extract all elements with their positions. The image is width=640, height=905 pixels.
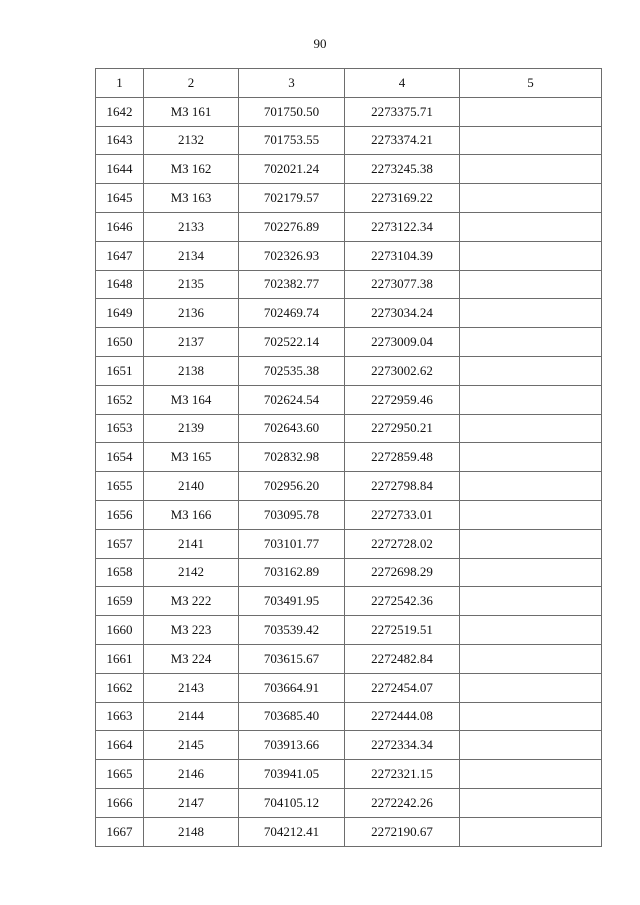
x-coordinate-cell: 702179.57 (239, 184, 345, 213)
x-coordinate-cell: 703941.05 (239, 760, 345, 789)
y-coordinate-cell: 2272454.07 (345, 673, 460, 702)
point-number-cell: 1660 (96, 616, 144, 645)
x-coordinate-cell: 702276.89 (239, 212, 345, 241)
point-number-cell: 1644 (96, 155, 144, 184)
point-number-cell: 1650 (96, 328, 144, 357)
y-coordinate-cell: 2272519.51 (345, 616, 460, 645)
mark-id-cell: 2140 (144, 472, 239, 501)
point-number-cell: 1643 (96, 126, 144, 155)
mark-id-cell: 2135 (144, 270, 239, 299)
mark-id-cell: МЗ 162 (144, 155, 239, 184)
note-cell (460, 241, 602, 270)
table-row (96, 817, 602, 846)
point-number-cell: 1661 (96, 644, 144, 673)
mark-id-cell: 2142 (144, 558, 239, 587)
table-row (96, 385, 602, 414)
x-coordinate-cell: 703095.78 (239, 500, 345, 529)
note-cell (460, 155, 602, 184)
table-row (96, 126, 602, 155)
note-cell (460, 126, 602, 155)
column-header-4: 4 (345, 69, 460, 98)
y-coordinate-cell: 2272242.26 (345, 788, 460, 817)
table-row (96, 212, 602, 241)
column-header-1: 1 (96, 69, 144, 98)
x-coordinate-cell: 702522.14 (239, 328, 345, 357)
mark-id-cell: 2145 (144, 731, 239, 760)
note-cell (460, 673, 602, 702)
x-coordinate-cell: 702535.38 (239, 356, 345, 385)
mark-id-cell: 2147 (144, 788, 239, 817)
x-coordinate-cell: 702956.20 (239, 472, 345, 501)
x-coordinate-cell: 702326.93 (239, 241, 345, 270)
point-number-cell: 1655 (96, 472, 144, 501)
mark-id-cell: 2137 (144, 328, 239, 357)
point-number-cell: 1649 (96, 299, 144, 328)
note-cell (460, 212, 602, 241)
x-coordinate-cell: 704212.41 (239, 817, 345, 846)
note-cell (460, 731, 602, 760)
y-coordinate-cell: 2273122.34 (345, 212, 460, 241)
point-number-cell: 1665 (96, 760, 144, 789)
note-cell (460, 817, 602, 846)
mark-id-cell: МЗ 224 (144, 644, 239, 673)
y-coordinate-cell: 2272728.02 (345, 529, 460, 558)
note-cell (460, 760, 602, 789)
mark-id-cell: 2136 (144, 299, 239, 328)
note-cell (460, 385, 602, 414)
table-row (96, 241, 602, 270)
x-coordinate-cell: 702021.24 (239, 155, 345, 184)
table-row (96, 788, 602, 817)
mark-id-cell: 2138 (144, 356, 239, 385)
x-coordinate-cell: 703539.42 (239, 616, 345, 645)
note-cell (460, 414, 602, 443)
point-number-cell: 1667 (96, 817, 144, 846)
table-row (96, 500, 602, 529)
point-number-cell: 1652 (96, 385, 144, 414)
table-row (96, 184, 602, 213)
x-coordinate-cell: 702643.60 (239, 414, 345, 443)
note-cell (460, 328, 602, 357)
note-cell (460, 97, 602, 126)
point-number-cell: 1646 (96, 212, 144, 241)
y-coordinate-cell: 2272959.46 (345, 385, 460, 414)
mark-id-cell: МЗ 165 (144, 443, 239, 472)
note-cell (460, 587, 602, 616)
note-cell (460, 529, 602, 558)
x-coordinate-cell: 703101.77 (239, 529, 345, 558)
x-coordinate-cell: 703913.66 (239, 731, 345, 760)
y-coordinate-cell: 2272698.29 (345, 558, 460, 587)
note-cell (460, 472, 602, 501)
x-coordinate-cell: 703162.89 (239, 558, 345, 587)
note-cell (460, 184, 602, 213)
table-row (96, 356, 602, 385)
note-cell (460, 644, 602, 673)
x-coordinate-cell: 702832.98 (239, 443, 345, 472)
y-coordinate-cell: 2273009.04 (345, 328, 460, 357)
point-number-cell: 1659 (96, 587, 144, 616)
y-coordinate-cell: 2272542.36 (345, 587, 460, 616)
point-number-cell: 1647 (96, 241, 144, 270)
mark-id-cell: 2134 (144, 241, 239, 270)
table-row (96, 616, 602, 645)
mark-id-cell: 2132 (144, 126, 239, 155)
note-cell (460, 356, 602, 385)
mark-id-cell: 2141 (144, 529, 239, 558)
mark-id-cell: 2146 (144, 760, 239, 789)
mark-id-cell: МЗ 161 (144, 97, 239, 126)
table-row (96, 702, 602, 731)
y-coordinate-cell: 2272733.01 (345, 500, 460, 529)
table-row (96, 472, 602, 501)
note-cell (460, 788, 602, 817)
mark-id-cell: МЗ 166 (144, 500, 239, 529)
y-coordinate-cell: 2273104.39 (345, 241, 460, 270)
mark-id-cell: 2144 (144, 702, 239, 731)
x-coordinate-cell: 702382.77 (239, 270, 345, 299)
table-row (96, 558, 602, 587)
note-cell (460, 299, 602, 328)
mark-id-cell: МЗ 222 (144, 587, 239, 616)
y-coordinate-cell: 2272859.48 (345, 443, 460, 472)
table-row (96, 587, 602, 616)
point-number-cell: 1653 (96, 414, 144, 443)
page-number: 90 (313, 36, 327, 51)
note-cell (460, 270, 602, 299)
point-number-cell: 1656 (96, 500, 144, 529)
y-coordinate-cell: 2272444.08 (345, 702, 460, 731)
y-coordinate-cell: 2273245.38 (345, 155, 460, 184)
mark-id-cell: 2143 (144, 673, 239, 702)
x-coordinate-cell: 702469.74 (239, 299, 345, 328)
y-coordinate-cell: 2273077.38 (345, 270, 460, 299)
mark-id-cell: 2148 (144, 817, 239, 846)
y-coordinate-cell: 2273374.21 (345, 126, 460, 155)
mark-id-cell: МЗ 223 (144, 616, 239, 645)
table-row (96, 97, 602, 126)
point-number-cell: 1662 (96, 673, 144, 702)
point-number-cell: 1651 (96, 356, 144, 385)
note-cell (460, 616, 602, 645)
table-row (96, 414, 602, 443)
point-number-cell: 1648 (96, 270, 144, 299)
point-number-cell: 1664 (96, 731, 144, 760)
mark-id-cell: 2139 (144, 414, 239, 443)
table-row (96, 155, 602, 184)
table-row (96, 270, 602, 299)
mark-id-cell: МЗ 163 (144, 184, 239, 213)
note-cell (460, 702, 602, 731)
point-number-cell: 1642 (96, 97, 144, 126)
mark-id-cell: МЗ 164 (144, 385, 239, 414)
table-row (96, 299, 602, 328)
y-coordinate-cell: 2272798.84 (345, 472, 460, 501)
column-header-2: 2 (144, 69, 239, 98)
table-row (96, 644, 602, 673)
x-coordinate-cell: 703615.67 (239, 644, 345, 673)
x-coordinate-cell: 703491.95 (239, 587, 345, 616)
x-coordinate-cell: 704105.12 (239, 788, 345, 817)
table-row (96, 760, 602, 789)
note-cell (460, 443, 602, 472)
point-number-cell: 1657 (96, 529, 144, 558)
y-coordinate-cell: 2272950.21 (345, 414, 460, 443)
table-row (96, 328, 602, 357)
table-row (96, 673, 602, 702)
x-coordinate-cell: 701753.55 (239, 126, 345, 155)
y-coordinate-cell: 2272482.84 (345, 644, 460, 673)
y-coordinate-cell: 2272321.15 (345, 760, 460, 789)
mark-id-cell: 2133 (144, 212, 239, 241)
x-coordinate-cell: 702624.54 (239, 385, 345, 414)
note-cell (460, 500, 602, 529)
y-coordinate-cell: 2273375.71 (345, 97, 460, 126)
coordinates-table (95, 68, 602, 847)
column-header-5: 5 (460, 69, 602, 98)
y-coordinate-cell: 2273169.22 (345, 184, 460, 213)
note-cell (460, 558, 602, 587)
x-coordinate-cell: 701750.50 (239, 97, 345, 126)
y-coordinate-cell: 2273002.62 (345, 356, 460, 385)
table-row (96, 443, 602, 472)
point-number-cell: 1654 (96, 443, 144, 472)
point-number-cell: 1666 (96, 788, 144, 817)
y-coordinate-cell: 2272190.67 (345, 817, 460, 846)
point-number-cell: 1645 (96, 184, 144, 213)
point-number-cell: 1663 (96, 702, 144, 731)
x-coordinate-cell: 703664.91 (239, 673, 345, 702)
table-row (96, 731, 602, 760)
table-header-row (96, 69, 602, 98)
column-header-3: 3 (239, 69, 345, 98)
point-number-cell: 1658 (96, 558, 144, 587)
y-coordinate-cell: 2273034.24 (345, 299, 460, 328)
x-coordinate-cell: 703685.40 (239, 702, 345, 731)
table-row (96, 529, 602, 558)
y-coordinate-cell: 2272334.34 (345, 731, 460, 760)
